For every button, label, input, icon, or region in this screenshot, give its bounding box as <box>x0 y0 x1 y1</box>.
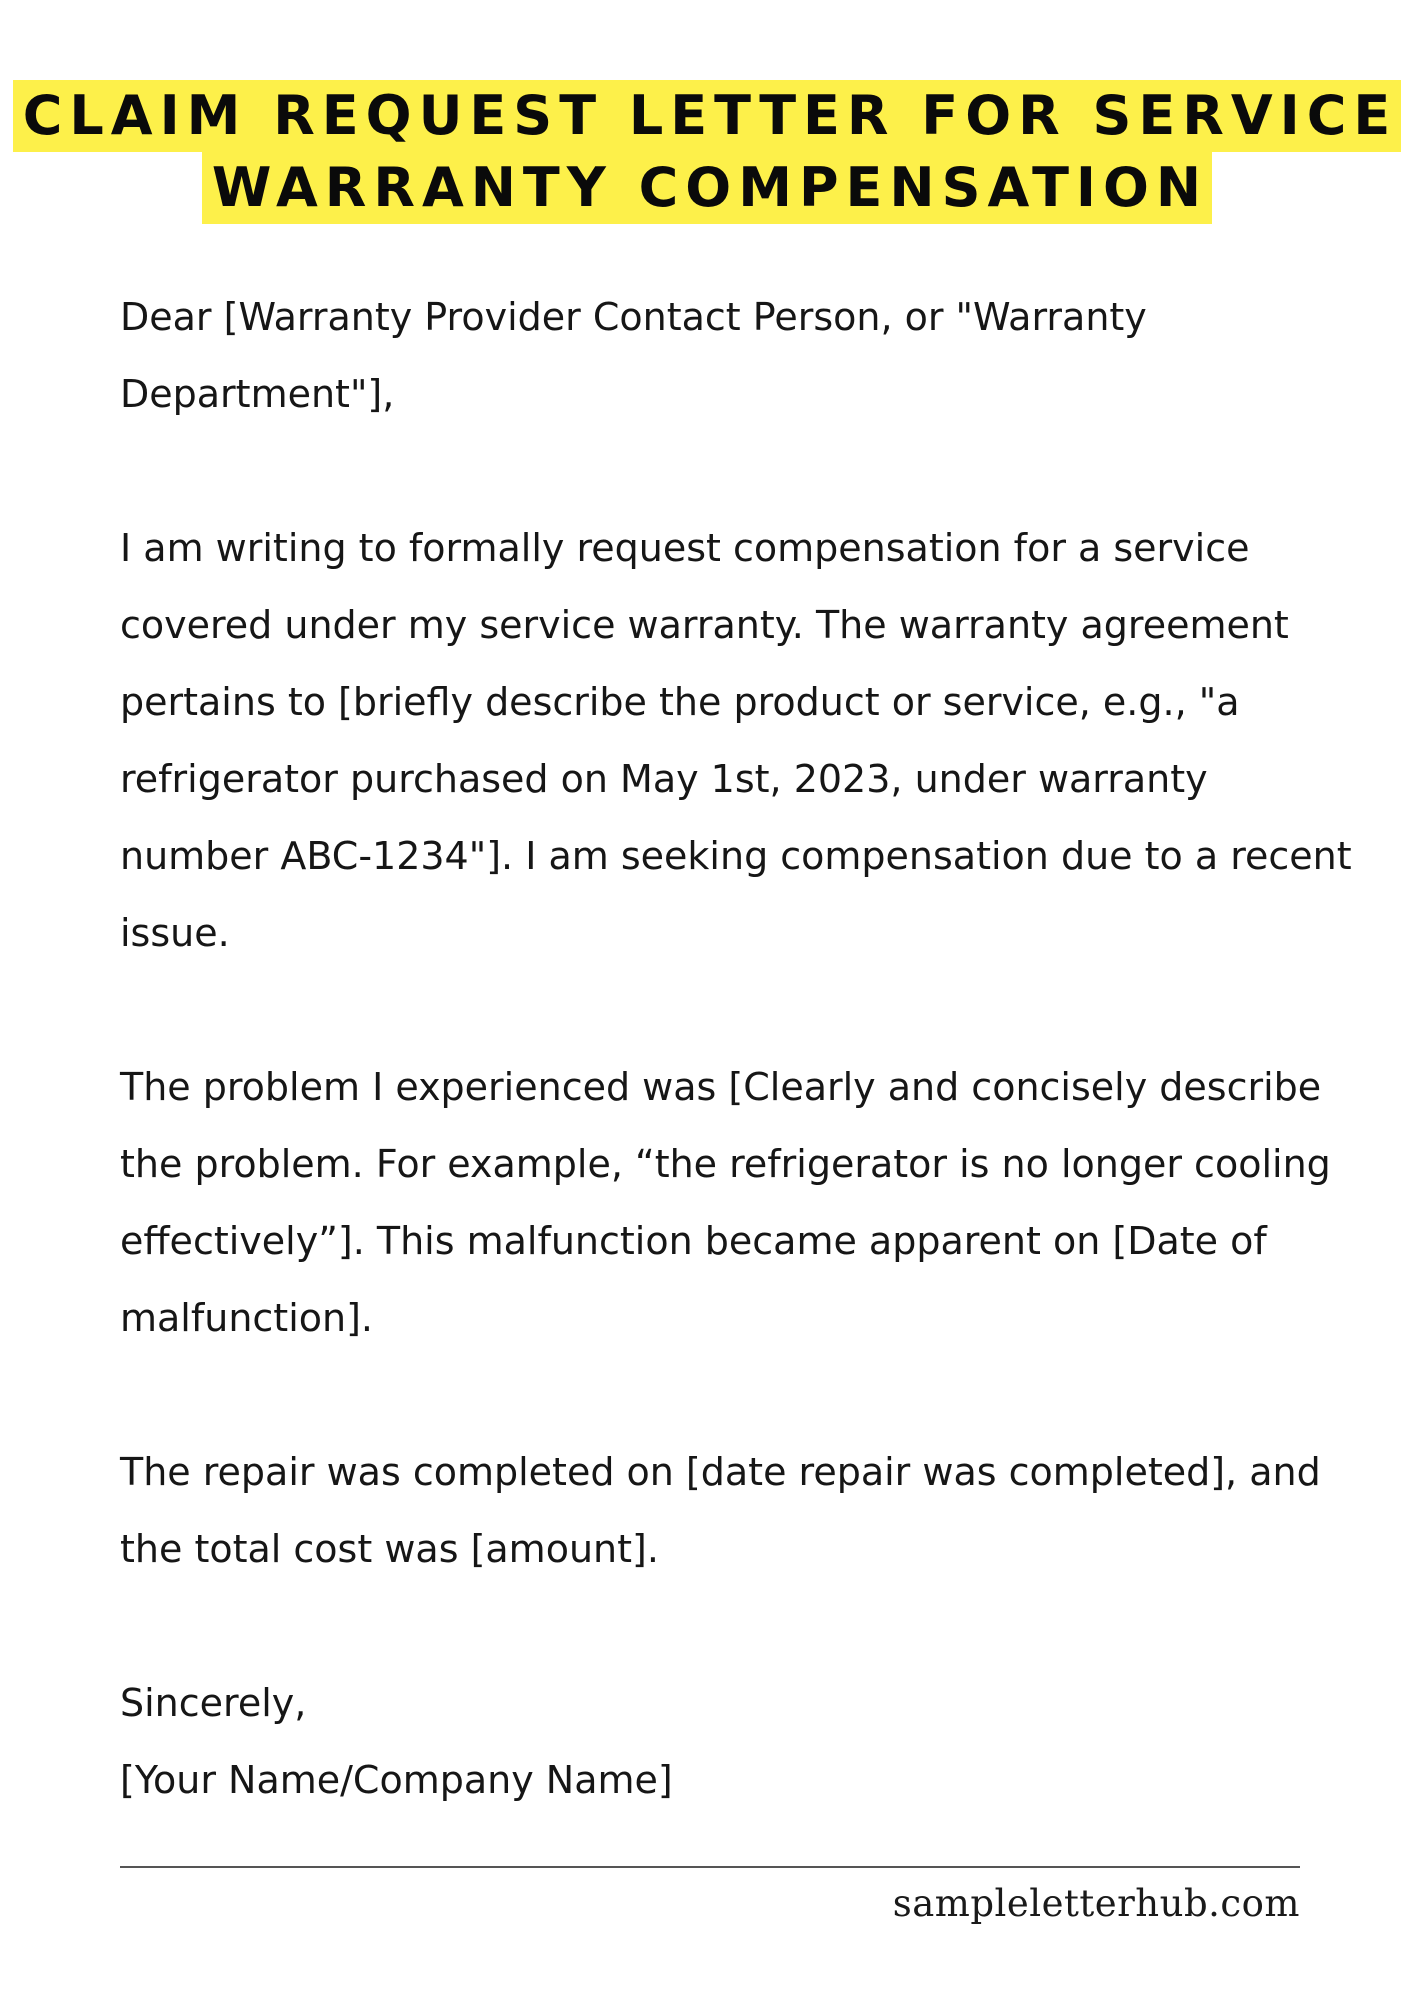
title-line-1: CLAIM REQUEST LETTER FOR SERVICE <box>13 80 1402 152</box>
title-line-2: WARRANTY COMPENSATION <box>202 152 1212 224</box>
letter-title <box>0 80 1414 224</box>
closing: Sincerely, <box>120 1681 307 1725</box>
paragraph-problem: The problem I experienced was [Clearly and concisely describe the problem. For example, “the refrigerator is no longer cooling effectively”]. This malfunction became apparent on [Date of malfunction]. <box>120 1065 1331 1340</box>
footer-divider <box>120 1866 1300 1868</box>
paragraph-repair: The repair was completed on [date repair was completed], and the total cost was [amount]. <box>120 1450 1321 1571</box>
signature: [Your Name/Company Name] <box>120 1758 673 1802</box>
footer-website: sampleletterhub.com <box>892 1882 1300 1925</box>
salutation: Dear [Warranty Provider Contact Person, or "Warranty Department"], <box>120 295 1147 416</box>
paragraph-request: I am writing to formally request compensation for a service covered under my service warranty. The warranty agreement pertains to [briefly describe the product or service, e.g., "a refrigerator purchased on May 1st, 2023, under warranty number ABC-1234"]. I am seeking compensation due to a recent issue. <box>120 526 1352 955</box>
letter-body <box>120 279 1360 1819</box>
